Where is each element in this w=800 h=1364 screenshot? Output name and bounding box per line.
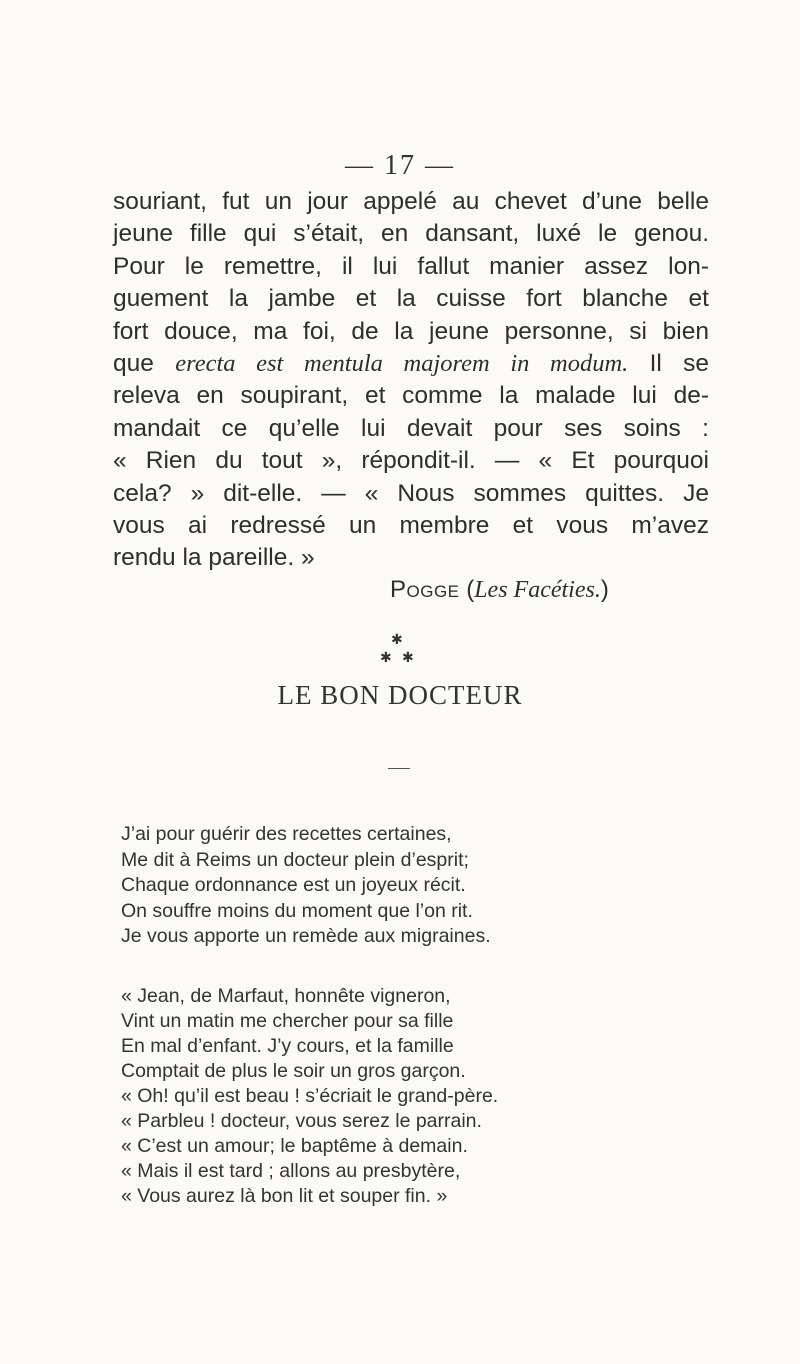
verse-line: Comptait de plus le soir un gros garçon. [121, 1060, 466, 1082]
prose-line-latin [113, 348, 709, 380]
prose-paragraph [113, 186, 709, 575]
verse-line: « Jean, de Marfaut, honnête vigneron, [121, 985, 451, 1007]
title-divider [388, 768, 410, 769]
prose-line: guement la jambe et la cuisse fort blanche et [113, 285, 709, 313]
verse-line: Je vous apporte un remède aux migraines. [121, 925, 491, 947]
prose-line-end: Il se [649, 350, 710, 378]
poem-stanza-2 [121, 984, 498, 1209]
prose-line: vous ai redressé un membre et vous m’avez [113, 512, 709, 540]
poem-stanza-1 [121, 822, 491, 950]
verse-line: Me dit à Reims un docteur plein d’esprit; [121, 848, 469, 871]
prose-line-start: que [113, 350, 154, 378]
prose-line: « Rien du tout », répondit-il. — « Et pourquoi [113, 447, 709, 475]
verse-line: On souffre moins du moment que l’on rit. [121, 899, 473, 922]
verse-line: « Oh! qu’il est beau ! s’écriait le grand-père. [121, 1085, 499, 1107]
verse-line: Vint un matin me chercher pour sa fille [121, 1010, 454, 1032]
latin-phrase: erecta est mentula majorem in modum. [175, 350, 629, 378]
prose-line: Pour le remettre, il lui fallut manier assez lon- [113, 252, 709, 280]
prose-line: souriant, fut un jour appelé au chevet d’une belle [113, 188, 709, 215]
attribution [390, 576, 609, 604]
section-title: LE BON DOCTEUR [277, 680, 523, 710]
verse-line: J’ai pour guérir des recettes certaines, [121, 823, 452, 845]
asterism-star-right: ✱ [402, 650, 414, 666]
prose-line: cela? » dit-elle. — « Nous sommes quittes. Je [113, 479, 709, 507]
verse-line: En mal d’enfant. J’y cours, et la famille [121, 1035, 454, 1057]
asterism-ornament [370, 633, 426, 673]
prose-line: jeune fille qui s’était, en dansant, luxé le genou. [113, 220, 709, 248]
verse-line: « C’est un amour; le baptême à demain. [121, 1135, 468, 1157]
asterism-star-left: ✱ [380, 650, 392, 666]
attribution-paren-open: ( [466, 576, 475, 603]
attribution-paren-close: ) [600, 576, 609, 603]
asterism-star-top: ✱ [391, 632, 403, 648]
page-number: — 17 — [345, 150, 455, 181]
verse-line: « Parbleu ! docteur, vous serez le parrain. [121, 1110, 482, 1132]
attribution-author: Pogge [390, 576, 460, 603]
verse-line: Chaque ordonnance est un joyeux récit. [121, 874, 466, 896]
prose-line: fort douce, ma foi, de la jeune personne, si bien [113, 317, 709, 345]
attribution-work: Les Facéties. [474, 577, 601, 603]
verse-line: « Mais il est tard ; allons au presbytère, [121, 1160, 461, 1182]
prose-line: mandait ce qu’elle lui devait pour ses soins : [113, 414, 709, 442]
verse-line: « Vous aurez là bon lit et souper fin. » [121, 1185, 448, 1207]
prose-line: rendu la pareille. » [113, 544, 315, 572]
prose-line: releva en soupirant, et comme la malade lui de- [113, 382, 709, 410]
